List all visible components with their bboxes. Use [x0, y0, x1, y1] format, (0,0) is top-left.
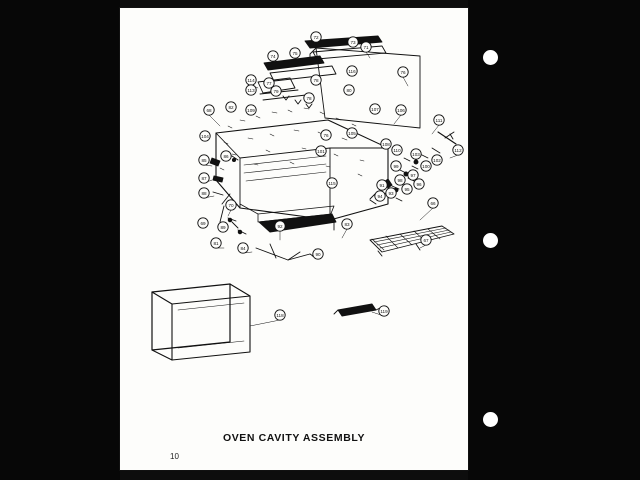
callout-label: 107 [371, 106, 379, 112]
callout-label: 118 [276, 312, 284, 318]
callout-bubble [198, 218, 208, 228]
callout-label: 70 [228, 202, 234, 208]
callout-bubble [370, 104, 380, 114]
callout-label: 90 [315, 251, 321, 257]
callout-label: 72 [313, 34, 319, 40]
callout-label: 116 [348, 68, 356, 74]
callout-label: 99 [393, 163, 399, 169]
callout-label: 108 [382, 141, 390, 147]
callout-bubble [432, 155, 442, 165]
figure-caption: OVEN CAVITY ASSEMBLY [222, 432, 366, 444]
callout-bubble [342, 219, 352, 229]
callout-label: 73 [350, 39, 356, 45]
callout-bubble [381, 139, 391, 149]
callout-bubble [199, 188, 209, 198]
callout-label: 66 [430, 200, 436, 206]
callout-bubble [199, 155, 209, 165]
callout-bubble [200, 131, 210, 141]
callout-bubble [386, 188, 396, 198]
callout-bubble [275, 221, 285, 231]
callout-bubble [313, 249, 323, 259]
callout-bubble [238, 243, 248, 253]
callout-label: 76 [323, 132, 329, 138]
callout-label: 104 [201, 133, 209, 139]
callout-label: 101 [317, 148, 325, 154]
callout-label: 114 [247, 77, 255, 83]
callout-bubble [218, 222, 228, 232]
callout-label: 67 [423, 237, 429, 243]
callout-bubble [327, 178, 337, 188]
callout-label: 112 [454, 147, 462, 153]
callout-label: 96 [416, 181, 422, 187]
callout-bubble [246, 105, 256, 115]
callout-label: 81 [213, 240, 219, 246]
callout-bubble [321, 130, 331, 140]
page-number: 10 [170, 452, 179, 461]
callout-bubble [377, 180, 387, 190]
callout-label: 106 [397, 107, 405, 113]
callout-label: 89 [220, 224, 226, 230]
callout-label: 91 [379, 182, 385, 188]
callout-label: 76 [400, 69, 406, 75]
callout-bubble [411, 149, 421, 159]
punch-hole-icon [483, 233, 498, 248]
callout-bubble [408, 170, 418, 180]
callout-label: 84 [240, 245, 246, 251]
callout-label: 102 [433, 157, 441, 163]
callout-label: 77 [266, 80, 272, 86]
callout-bubble [344, 85, 354, 95]
exploded-parts-diagram [120, 8, 468, 470]
callout-bubble [226, 102, 236, 112]
callout-bubble [375, 191, 385, 201]
callout-label: 98 [397, 177, 403, 183]
callout-bubble [311, 75, 321, 85]
callout-label: 80 [346, 87, 352, 93]
callout-label: 97 [410, 172, 416, 178]
callout-label: 111 [435, 117, 443, 123]
callout-bubble [316, 146, 326, 156]
callout-label: 68 [206, 107, 212, 113]
callout-label: 119 [380, 308, 388, 314]
callout-bubble [199, 173, 209, 183]
callout-bubble [271, 86, 281, 96]
callout-label: 103 [412, 151, 420, 157]
callout-bubble [379, 306, 389, 316]
callout-bubble [395, 175, 405, 185]
callout-label: 75 [292, 50, 298, 56]
callout-label: 110 [393, 147, 401, 153]
callout-bubble [268, 51, 278, 61]
callout-bubble [421, 235, 431, 245]
callout-label: 82 [228, 104, 234, 110]
callout-label: 87 [201, 175, 207, 181]
callout-label: 113 [247, 87, 255, 93]
callout-label: 71 [363, 44, 369, 50]
callout-label: 115 [328, 180, 336, 186]
callout-label: 85 [201, 157, 207, 163]
callout-label: 100 [422, 163, 430, 169]
callout-bubble [398, 67, 408, 77]
callout-label: 86 [223, 153, 229, 159]
rear-panel-outline [316, 48, 420, 128]
callout-bubble [347, 66, 357, 76]
punch-hole-icon [483, 50, 498, 65]
callout-bubble [434, 115, 444, 125]
callout-label: 74 [270, 53, 276, 59]
scan-edge-left [0, 0, 120, 480]
callout-label: 69 [200, 220, 206, 226]
callout-label: 92 [277, 223, 283, 229]
callout-label: 95 [404, 186, 410, 192]
callout-label: 88 [201, 190, 207, 196]
callout-bubble [304, 93, 314, 103]
callout-bubble [275, 310, 285, 320]
callout-bubble [396, 105, 406, 115]
callout-bubble [204, 105, 214, 115]
callout-label: 93 [388, 190, 394, 196]
callout-label: 78 [313, 77, 319, 83]
callout-bubble [421, 161, 431, 171]
callout-label: 94 [377, 193, 383, 199]
callout-bubble [428, 198, 438, 208]
callout-bubble [414, 179, 424, 189]
callout-label: 109 [247, 107, 255, 113]
callout-label: 78 [306, 95, 312, 101]
callout-bubble [347, 128, 357, 138]
callout-bubble [211, 238, 221, 248]
callout-bubble [226, 200, 236, 210]
callout-bubble [246, 75, 256, 85]
callout-label: 79 [273, 88, 279, 94]
callout-label: 105 [348, 130, 356, 136]
callout-bubble [453, 145, 463, 155]
callout-bubble [391, 161, 401, 171]
callout-label: 83 [344, 221, 350, 227]
callout-bubble [221, 151, 231, 161]
callout-bubble [246, 85, 256, 95]
callout-bubble [348, 37, 358, 47]
callout-bubble [361, 42, 371, 52]
callout-bubble [311, 32, 321, 42]
callout-bubble [392, 145, 402, 155]
callout-bubble [290, 48, 300, 58]
paper-sheet [120, 8, 468, 470]
punch-hole-icon [483, 412, 498, 427]
callout-bubble [402, 184, 412, 194]
